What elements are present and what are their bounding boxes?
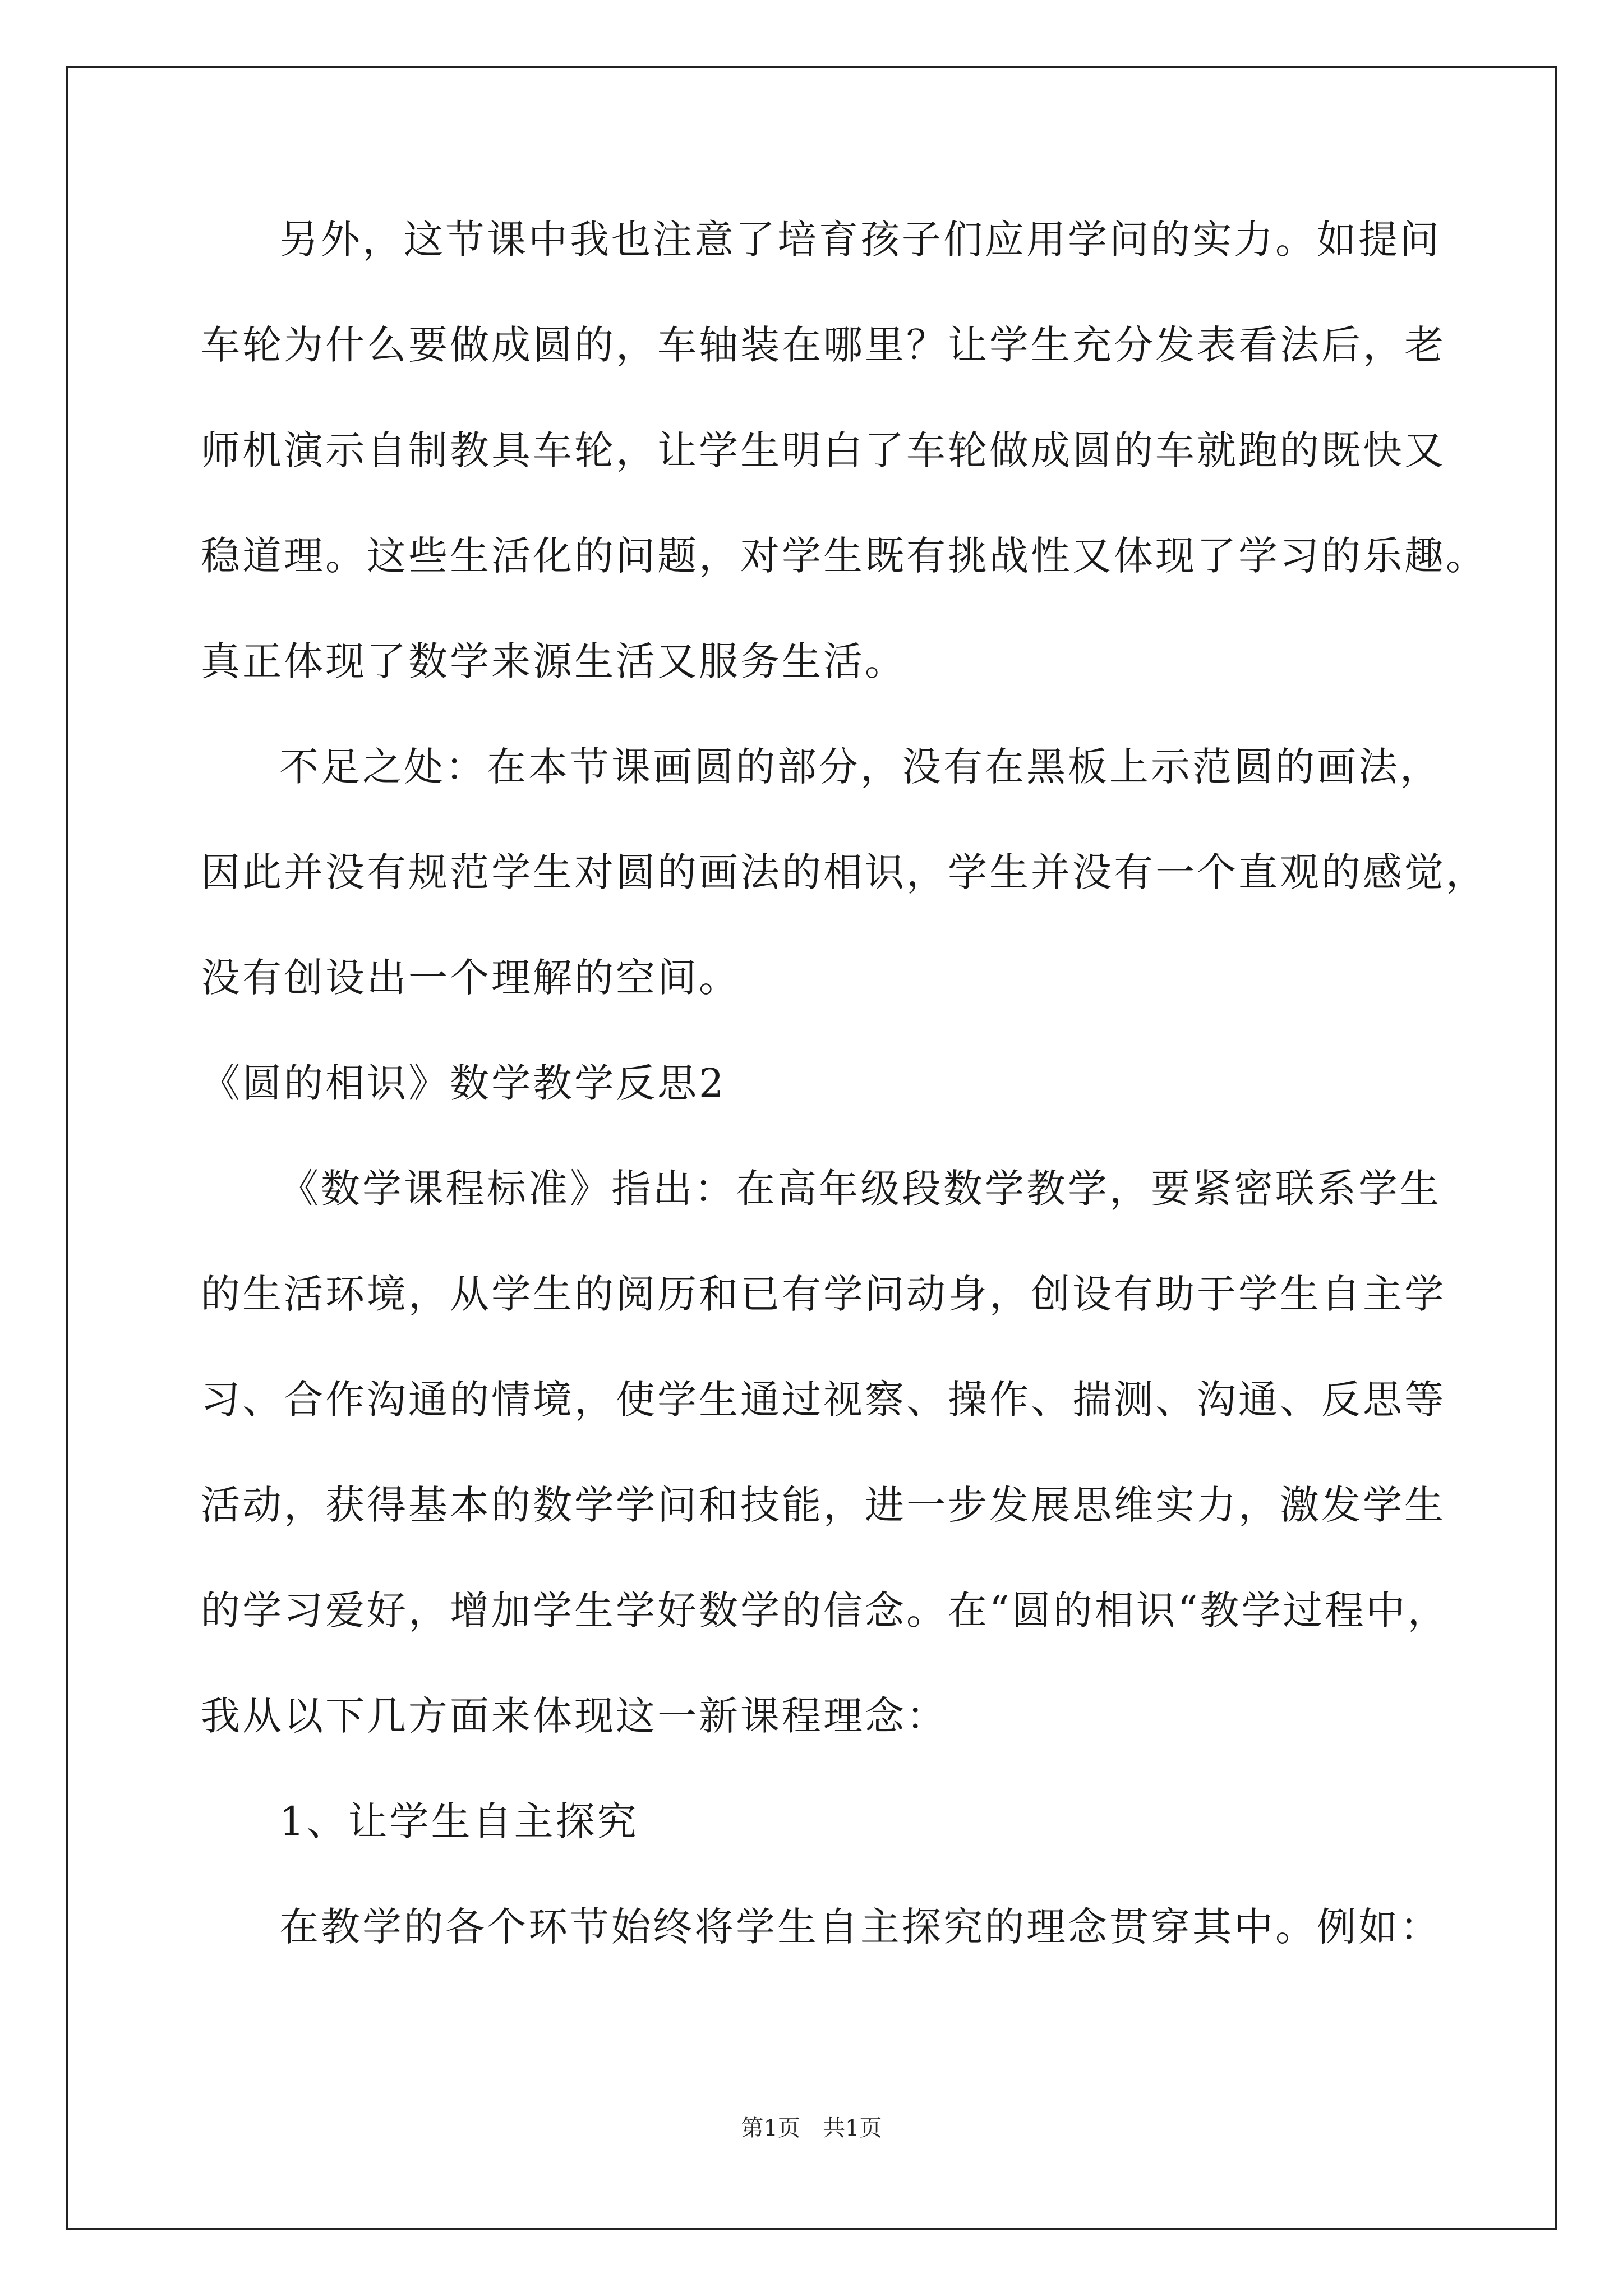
paragraph-line: 的生活环境，从学生的阅历和已有学问动身，创设有助于学生自主学 — [201, 1271, 1446, 1317]
paragraph-line: 习、合作沟通的情境，使学生通过视察、操作、揣测、沟通、反思等 — [201, 1377, 1446, 1423]
paragraph-line: 我从以下几方面来体现这一新课程理念： — [201, 1693, 948, 1739]
paragraph-line: 真正体现了数学来源生活又服务生活。 — [201, 638, 906, 684]
paragraph-line: 《数学课程标准》指出：在高年级段数学教学，要紧密联系学生 — [279, 1166, 1441, 1212]
paragraph-line: 活动，获得基本的数学学问和技能，进一步发展思维实力，激发学生 — [201, 1482, 1446, 1528]
paragraph-line: 因此并没有规范学生对圆的画法的相识，学生并没有一个直观的感觉， — [201, 849, 1487, 895]
section-title: 《圆的相识》数学教学反思2 — [201, 1060, 726, 1106]
page-number-footer: 第1页 共1页 — [741, 2115, 882, 2141]
paragraph-line: 车轮为什么要做成圆的，车轴装在哪里？让学生充分发表看法后，老 — [201, 322, 1446, 368]
paragraph-line: 没有创设出一个理解的空间。 — [201, 955, 740, 1001]
paragraph-line: 稳道理。这些生活化的问题，对学生既有挑战性又体现了学习的乐趣。 — [201, 533, 1487, 579]
paragraph-line: 师机演示自制教具车轮，让学生明白了车轮做成圆的车就跑的既快又 — [201, 427, 1446, 473]
paragraph-line: 另外，这节课中我也注意了培育孩子们应用学问的实力。如提问 — [279, 217, 1441, 263]
paragraph-line: 的学习爱好，增加学生学好数学的信念。在“圆的相识“教学过程中， — [201, 1588, 1449, 1634]
list-heading: 1、让学生自主探究 — [279, 1798, 639, 1844]
paragraph-line: 在教学的各个环节始终将学生自主探究的理念贯穿其中。例如： — [279, 1904, 1441, 1950]
paragraph-line: 不足之处：在本节课画圆的部分，没有在黑板上示范圆的画法， — [279, 744, 1441, 790]
